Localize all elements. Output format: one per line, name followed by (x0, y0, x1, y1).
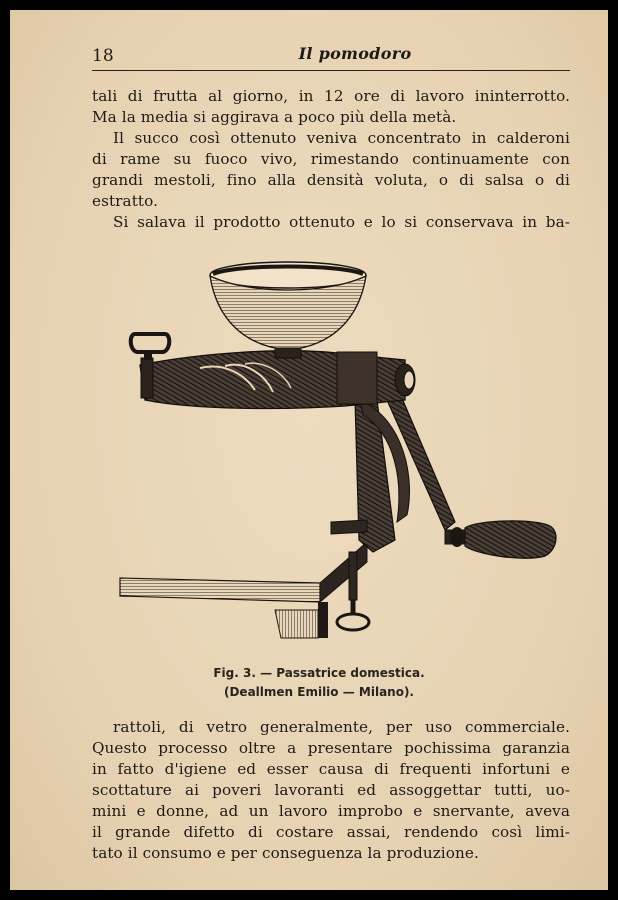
figure-caption-credit: (Deallmen Emilio — Milano). (223, 685, 414, 699)
text-line: mini e donne, ad un lavoro improbo e snervante, aveva (92, 802, 570, 820)
text-line: scottature ai poveri lavoranti ed assoggettar tutti, uo- (92, 781, 570, 799)
text-line: di rame su fuoco vivo, rimestando continuamente con (92, 150, 570, 168)
table-shape (120, 542, 367, 638)
tomato-press-illustration (105, 250, 565, 670)
text-line: grandi mestoli, fino alla densità voluta, o di salsa o di (92, 171, 570, 189)
text-line: tali di frutta al giorno, in 12 ore di lavoro ininterrotto. (92, 87, 570, 105)
text-line: Ma la media si aggirava a poco più della metà. (92, 108, 457, 126)
text-line: il grande difetto di costare assai, rendendo così limi- (92, 823, 570, 841)
page-number: 18 (92, 46, 114, 66)
text-line: rattoli, di vetro generalmente, per uso commerciale. (113, 718, 570, 736)
text-line: in fatto d'igiene ed esser causa di frequenti infortuni e (92, 760, 570, 778)
text-line: Si salava il prodotto ottenuto e lo si conservava in ba- (113, 213, 570, 231)
text-line: estratto. (92, 192, 159, 210)
text-line: tato il consumo e per conseguenza la produzione. (92, 844, 479, 862)
crank-handle (387, 396, 556, 558)
hopper-bowl (210, 262, 366, 358)
figure-caption: Fig. 3. — Passatrice domestica. (213, 666, 425, 680)
text-line: Il succo così ottenuto veniva concentrato in calderoni (113, 129, 570, 147)
clamp-frame (331, 400, 410, 630)
running-title: Il pomodoro (298, 44, 412, 63)
header-rule (92, 70, 570, 71)
book-page (10, 10, 608, 890)
text-line: Questo processo oltre a presentare pochissima garanzia (92, 739, 570, 757)
